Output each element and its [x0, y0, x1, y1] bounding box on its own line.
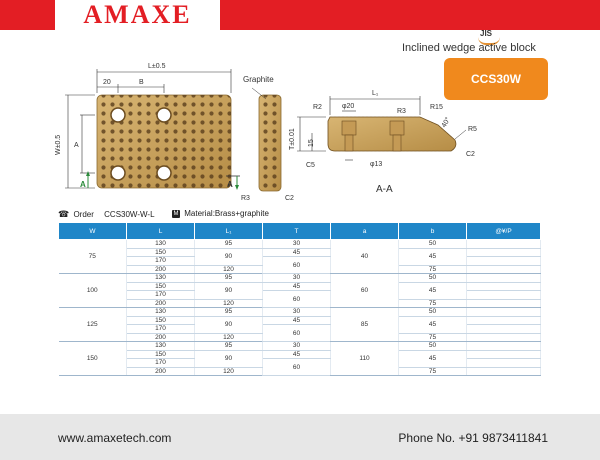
footer [0, 414, 600, 460]
order-label: Order [73, 210, 94, 219]
graphite-label: Graphite [243, 75, 274, 84]
cell-price [467, 274, 541, 283]
cell-price [467, 257, 541, 266]
cell-b: 50 [399, 240, 467, 249]
table-row [59, 350, 541, 359]
dim-phi13: φ13 [370, 161, 383, 168]
table-row [59, 291, 541, 300]
dim-c2-side: C2 [285, 195, 294, 202]
cell-t: 60 [263, 257, 331, 274]
cell-a: 85 [331, 308, 399, 342]
material-icon: M [173, 210, 179, 217]
material-text: Material:Brass+graphite [184, 209, 269, 218]
dim-b: B [139, 79, 144, 86]
table-row [59, 342, 541, 351]
cell-l: 170 [127, 359, 195, 368]
spec-table [58, 222, 541, 376]
cell-l: 170 [127, 257, 195, 266]
section-view [328, 117, 456, 151]
cell-l: 130 [127, 274, 195, 283]
table-row [59, 325, 541, 334]
jis-mark: JIS [480, 29, 493, 38]
cell-t: 45 [263, 282, 331, 291]
cell-t: 45 [263, 350, 331, 359]
top-bar [0, 0, 600, 30]
col-a: a [331, 223, 399, 240]
section-caption: A-A [376, 184, 393, 195]
cell-l1: 90 [195, 316, 263, 333]
cell-l1: 90 [195, 350, 263, 367]
table-row [59, 257, 541, 266]
cell-price [467, 308, 541, 317]
block-side-view [259, 95, 281, 191]
cell-a: 110 [331, 342, 399, 376]
cell-l1: 95 [195, 240, 263, 249]
cell-l: 200 [127, 265, 195, 274]
order-code: CCS30W-W-L [104, 210, 155, 219]
cell-b: 50 [399, 274, 467, 283]
cell-b: 45 [399, 316, 467, 333]
cell-l: 200 [127, 333, 195, 342]
table-header-row [59, 223, 541, 240]
cell-l1: 90 [195, 248, 263, 265]
col-w: W [59, 223, 127, 240]
cell-price [467, 342, 541, 351]
cell-w: 125 [59, 308, 127, 342]
cell-w: 150 [59, 342, 127, 376]
cell-price [467, 325, 541, 334]
dim-20: 20 [103, 79, 111, 86]
cell-t: 60 [263, 359, 331, 376]
cell-b: 75 [399, 265, 467, 274]
cell-l1: 120 [195, 265, 263, 274]
svg-text:A: A [227, 180, 233, 189]
website-link[interactable]: www.amaxetech.com [58, 431, 172, 445]
product-title: Inclined wedge active block [402, 42, 536, 54]
dim-r3-side: R3 [241, 195, 250, 202]
table-row [59, 248, 541, 257]
phone-icon: ☎ [58, 209, 70, 219]
cell-price [467, 291, 541, 300]
dim-r5: R5 [468, 126, 477, 133]
cell-t: 30 [263, 308, 331, 317]
cell-price [467, 282, 541, 291]
cell-b: 75 [399, 299, 467, 308]
dim-c2-section: C2 [466, 151, 475, 158]
phone-number[interactable]: Phone No. +91 9873411841 [398, 431, 548, 445]
cell-b: 45 [399, 248, 467, 265]
col-b: b [399, 223, 467, 240]
order-info [58, 209, 155, 220]
cell-l: 150 [127, 282, 195, 291]
cell-l: 150 [127, 248, 195, 257]
cell-l: 150 [127, 316, 195, 325]
product-code-badge: CCS30W [444, 58, 548, 100]
cell-price [467, 299, 541, 308]
cell-price [467, 367, 541, 376]
cell-l: 170 [127, 325, 195, 334]
cell-l: 130 [127, 342, 195, 351]
dim-r3-section: R3 [397, 108, 406, 115]
dim-t: T±0.01 [289, 128, 296, 150]
cell-l: 130 [127, 240, 195, 249]
cell-t: 30 [263, 240, 331, 249]
cell-t: 30 [263, 274, 331, 283]
cell-l1: 95 [195, 342, 263, 351]
dim-phi20: φ20 [342, 103, 355, 110]
table-row [59, 274, 541, 283]
dim-width: W±0.5 [55, 134, 62, 155]
table-row [59, 240, 541, 249]
cell-b: 45 [399, 282, 467, 299]
col-price: @¥/P [467, 223, 541, 240]
cell-l1: 95 [195, 308, 263, 317]
cell-price [467, 265, 541, 274]
cell-l1: 120 [195, 367, 263, 376]
cell-w: 75 [59, 240, 127, 274]
cell-l: 170 [127, 291, 195, 300]
cell-t: 45 [263, 316, 331, 325]
cell-l: 130 [127, 308, 195, 317]
cell-price [467, 350, 541, 359]
cell-b: 50 [399, 342, 467, 351]
cell-b: 75 [399, 367, 467, 376]
table-row [59, 308, 541, 317]
cell-price [467, 359, 541, 368]
cell-a: 60 [331, 274, 399, 308]
block-top-view [97, 95, 231, 188]
cell-l: 150 [127, 350, 195, 359]
section-mark-left [80, 171, 90, 189]
cell-b: 75 [399, 333, 467, 342]
dim-r2: R2 [313, 104, 322, 111]
col-t: T [263, 223, 331, 240]
cell-l1: 95 [195, 274, 263, 283]
dim-40deg: 40° [440, 116, 453, 129]
cell-price [467, 248, 541, 257]
cell-t: 60 [263, 291, 331, 308]
cell-t: 30 [263, 342, 331, 351]
cell-l: 200 [127, 299, 195, 308]
material-info [172, 209, 269, 218]
dim-length: L±0.5 [148, 63, 166, 70]
cell-price [467, 240, 541, 249]
table-body [59, 240, 541, 376]
table-row [59, 316, 541, 325]
dim-r15: R15 [430, 104, 443, 111]
cell-l1: 120 [195, 333, 263, 342]
col-l1: L₁ [195, 223, 263, 240]
cell-price [467, 333, 541, 342]
table-row [59, 282, 541, 291]
cell-price [467, 316, 541, 325]
table-row [59, 359, 541, 368]
cell-b: 50 [399, 308, 467, 317]
dim-15: 15 [308, 139, 315, 147]
logo[interactable] [55, 0, 220, 30]
cell-t: 60 [263, 325, 331, 342]
cell-l1: 90 [195, 282, 263, 299]
dim-a: A [74, 142, 79, 149]
cell-l: 200 [127, 367, 195, 376]
dim-c5: C5 [306, 162, 315, 169]
cell-w: 100 [59, 274, 127, 308]
svg-text:A: A [80, 180, 86, 189]
dim-l1: L₁ [372, 90, 379, 97]
logo-text: AMAXE [83, 0, 192, 29]
cell-l1: 120 [195, 299, 263, 308]
technical-drawing [0, 55, 600, 205]
cell-a: 40 [331, 240, 399, 274]
cell-t: 45 [263, 248, 331, 257]
cell-b: 45 [399, 350, 467, 367]
col-l: L [127, 223, 195, 240]
